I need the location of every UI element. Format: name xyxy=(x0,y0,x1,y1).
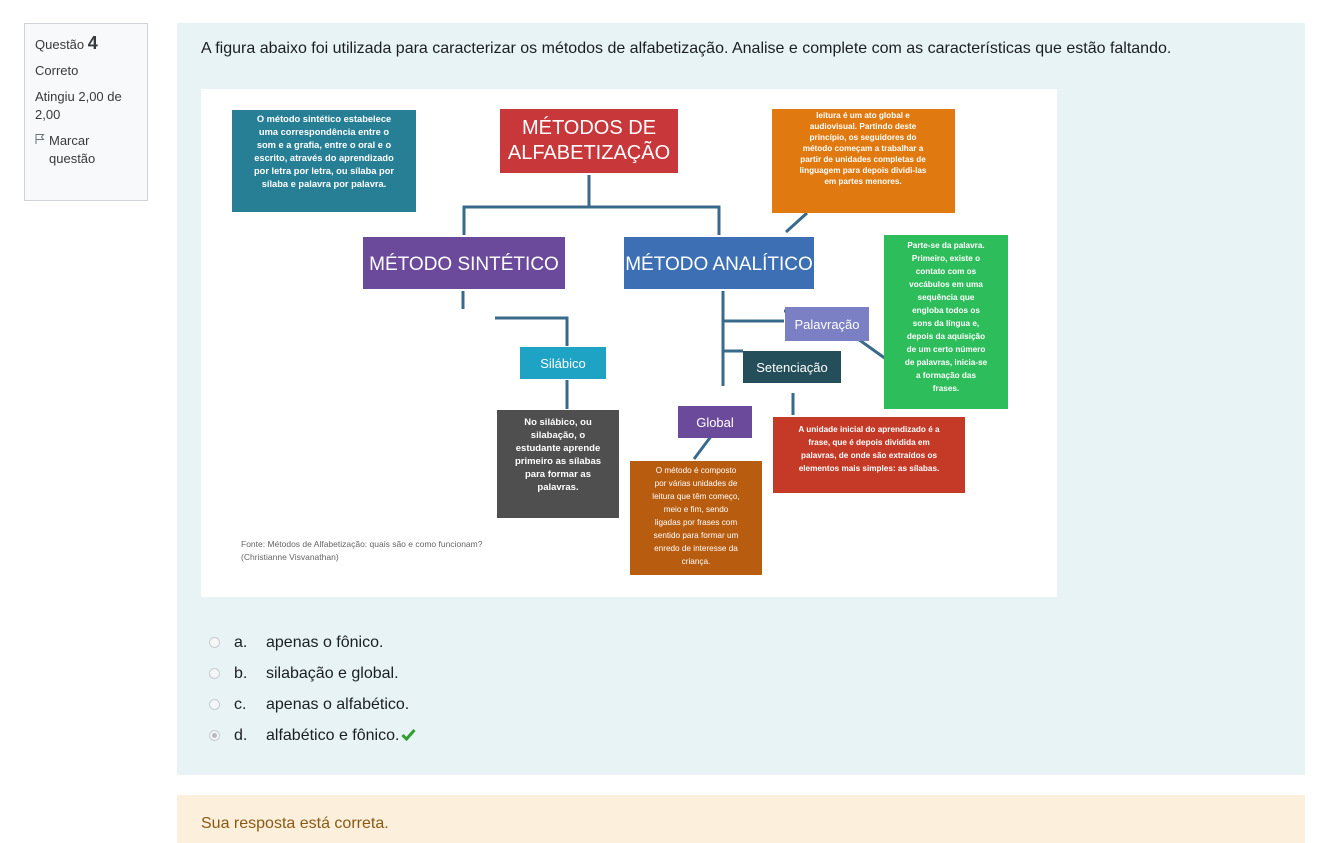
methods-diagram xyxy=(201,89,1057,597)
flag-question-link[interactable] xyxy=(35,132,137,168)
sintetico-desc-line: sílaba e palavra por palavra. xyxy=(261,179,387,189)
global-desc-line: por várias unidades de xyxy=(654,479,738,488)
check-icon xyxy=(401,725,416,746)
setenciacao-label: Setenciação xyxy=(756,360,828,375)
flag-label: Marcar questão xyxy=(49,133,96,166)
question-grade: Atingiu 2,00 de 2,00 xyxy=(35,89,122,122)
option-letter: c. xyxy=(234,695,247,713)
radio-c[interactable] xyxy=(209,699,220,710)
global-label: Global xyxy=(696,415,734,430)
silabico-desc-line: silabação, o xyxy=(530,430,586,441)
palavracao-desc-line: depois da aquisição xyxy=(906,332,986,341)
sintetico-desc-line: O método sintético estabelece xyxy=(256,114,392,124)
option-text: silabação e global. xyxy=(266,664,399,682)
question-content xyxy=(177,23,1305,775)
palavracao-desc-line: contato com os xyxy=(915,267,977,276)
radio-a[interactable] xyxy=(209,637,220,648)
feedback-text: Sua resposta está correta. xyxy=(201,815,389,832)
global-desc-line: enredo de interesse da xyxy=(654,544,738,553)
flag-icon xyxy=(35,132,45,168)
palavracao-label: Palavração xyxy=(794,317,860,332)
option-text: apenas o alfabético. xyxy=(266,695,410,713)
diagram-svg xyxy=(201,89,1057,597)
answer-option-a[interactable] xyxy=(209,627,416,658)
figure-source-line: (Christianne Visvanathan) xyxy=(241,552,339,562)
silabico-desc-line: palavras. xyxy=(537,482,579,493)
setenciacao-desc-line: elementos mais simples: as sílabas. xyxy=(798,464,940,473)
silabico-desc-line: estudante aprende xyxy=(515,443,601,454)
answer-option-c[interactable] xyxy=(209,689,416,720)
palavracao-desc-line: vocábulos em uma xyxy=(909,280,983,289)
question-number xyxy=(35,34,137,54)
silabico-desc-line: para formar as xyxy=(524,469,592,480)
analitico-desc-line: em partes menores. xyxy=(824,177,902,186)
palavracao-desc-line: a formação das xyxy=(915,371,977,380)
option-letter: a. xyxy=(234,633,248,651)
answer-option-d[interactable] xyxy=(209,720,416,751)
setenciacao-desc-line: palavras, de onde são extraídos os xyxy=(800,451,938,460)
sintetico-desc-line: uma correspondência entre o xyxy=(258,127,390,137)
silabico-desc-line: primeiro as sílabas xyxy=(514,456,602,467)
question-number-value: 4 xyxy=(87,33,98,53)
question-text: A figura abaixo foi utilizada para caracterizar os métodos de alfabetização. Analise e complete com as características que estão faltando. xyxy=(201,40,1172,57)
palavracao-desc-line: frases. xyxy=(932,384,960,393)
analitico-desc-line: linguagem para depois dividi-las xyxy=(799,166,927,175)
analitico-desc-line: método começam a trabalhar a xyxy=(802,144,924,153)
global-desc-line: criança. xyxy=(681,557,711,566)
palavracao-desc-line: Parte-se da palavra. xyxy=(907,241,985,250)
sintetico-desc-line: por letra por letra, ou sílaba por xyxy=(254,166,394,176)
global-desc-line: meio e fim, sendo xyxy=(663,505,729,514)
option-letter: b. xyxy=(234,664,248,682)
answer-options xyxy=(209,627,416,751)
palavracao-desc-line: sons da língua e, xyxy=(912,319,980,328)
radio-b[interactable] xyxy=(209,668,220,679)
setenciacao-desc-line: frase, que é depois dividida em xyxy=(808,438,930,447)
option-letter: d. xyxy=(234,726,248,744)
palavracao-desc-line: de um certo número xyxy=(906,345,986,354)
feedback-box xyxy=(177,795,1305,843)
answer-option-b[interactable] xyxy=(209,658,416,689)
analitico-desc-line: partir de unidades completas de xyxy=(800,155,926,164)
title-line-1: MÉTODOS DE xyxy=(521,117,657,139)
title-line-2: ALFABETIZAÇÃO xyxy=(507,142,671,164)
question-info-panel xyxy=(24,23,148,201)
analitico-desc xyxy=(800,111,927,186)
analitico-desc-line: audiovisual. Partindo deste xyxy=(809,122,917,131)
figure-source-line: Fonte: Métodos de Alfabetização: quais são e como funcionam? xyxy=(241,539,483,549)
sintetico-label: MÉTODO SINTÉTICO xyxy=(369,254,559,275)
radio-d[interactable] xyxy=(209,730,220,741)
question-state: Correto xyxy=(35,63,79,78)
global-desc-line: O método é composto xyxy=(655,466,737,475)
global-desc-line: sentido para formar um xyxy=(653,531,739,540)
global-desc-line: ligadas por frases com xyxy=(654,518,738,527)
palavracao-desc-line: sequência que xyxy=(917,293,975,302)
global-desc-line: leitura que têm começo, xyxy=(652,492,740,501)
sintetico-desc-line: escrito, através do aprendizado xyxy=(254,153,394,163)
palavracao-desc-line: engloba todos os xyxy=(912,306,980,315)
palavracao-desc-line: Primeiro, existe o xyxy=(911,254,981,263)
palavracao-desc-line: de palavras, inicia-se xyxy=(904,358,988,367)
question-label: Questão xyxy=(35,37,85,52)
option-text: apenas o fônico. xyxy=(266,633,384,651)
analitico-desc-line: leitura é um ato global e xyxy=(816,111,910,120)
sintetico-desc-line: som e a grafia, entre o oral e o xyxy=(256,140,392,150)
setenciacao-desc-line: A unidade inicial do aprendizado é a xyxy=(798,425,940,434)
option-text: alfabético e fônico. xyxy=(266,726,400,744)
analitico-label: MÉTODO ANALÍTICO xyxy=(625,254,813,275)
silabico-label: Silábico xyxy=(540,356,586,371)
analitico-desc-line: princípio, os seguidores do xyxy=(809,133,917,142)
silabico-desc-line: No silábico, ou xyxy=(524,417,592,428)
